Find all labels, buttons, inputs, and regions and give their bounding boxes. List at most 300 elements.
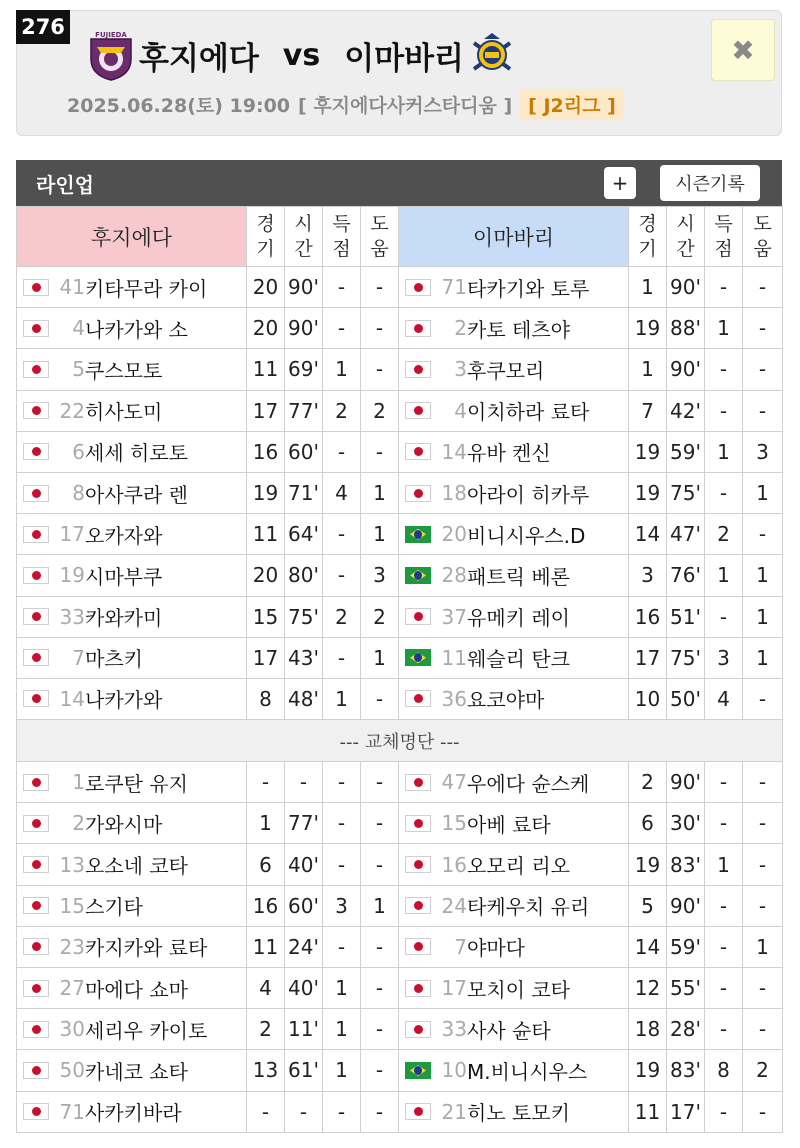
stat-goals: - — [323, 762, 361, 803]
stat-goals: - — [705, 762, 743, 803]
player-name[interactable]: 사카키바라 — [85, 1101, 182, 1126]
japan-flag-icon — [23, 690, 49, 707]
home-player-cell[interactable] — [17, 803, 247, 844]
player-name[interactable]: 오카자와 — [85, 523, 163, 548]
stat-assists: - — [361, 349, 399, 390]
away-player-cell[interactable] — [399, 926, 629, 967]
player-name[interactable]: 카토 테츠야 — [467, 317, 570, 342]
stat-goals: - — [323, 1091, 361, 1132]
stat-assists: - — [743, 678, 783, 719]
home-player-cell[interactable] — [17, 349, 247, 390]
stat-minutes: 28' — [667, 1009, 705, 1050]
home-player-cell[interactable] — [17, 1091, 247, 1132]
player-name[interactable]: 요코야마 — [467, 688, 545, 713]
player-name[interactable]: 카네코 쇼타 — [85, 1059, 188, 1084]
away-player-cell[interactable] — [399, 390, 629, 431]
player-name[interactable]: 스기타 — [85, 895, 143, 920]
league-badge: [ J2리그 ] — [520, 89, 624, 120]
player-name[interactable]: 패트릭 베론 — [467, 564, 570, 589]
stat-minutes: 90' — [667, 885, 705, 926]
away-player-cell[interactable] — [399, 844, 629, 885]
player-name[interactable]: 사사 슌타 — [467, 1018, 551, 1043]
stat-header-minutes: 시 간 — [667, 207, 705, 267]
player-number: 33 — [441, 1017, 467, 1042]
stat-games: - — [247, 762, 285, 803]
stat-assists: - — [743, 308, 783, 349]
player-number: 7 — [72, 645, 85, 670]
stat-assists: - — [743, 349, 783, 390]
player-name[interactable]: 마에다 쇼마 — [85, 977, 188, 1002]
stat-goals: 8 — [705, 1050, 743, 1091]
player-row — [17, 637, 783, 678]
home-player-cell[interactable] — [17, 472, 247, 513]
player-name[interactable]: 나카가와 — [85, 688, 163, 713]
player-name[interactable]: 아사쿠라 렌 — [85, 482, 188, 507]
stat-games: 1 — [629, 267, 667, 308]
stat-games: 4 — [247, 968, 285, 1009]
away-player-cell[interactable] — [399, 968, 629, 1009]
stat-goals: 4 — [323, 472, 361, 513]
vs-label: vs — [282, 37, 321, 73]
player-name[interactable]: 카지카와 료타 — [85, 936, 208, 961]
player-name[interactable]: 세리우 카이토 — [85, 1018, 208, 1043]
player-name[interactable]: 오모리 리오 — [467, 854, 570, 879]
stat-minutes: 43' — [285, 637, 323, 678]
stat-assists: - — [361, 678, 399, 719]
brazil-flag-icon — [405, 1062, 431, 1079]
stat-minutes: 77' — [285, 803, 323, 844]
player-number: 47 — [441, 770, 467, 795]
stat-games: 18 — [629, 1009, 667, 1050]
stat-goals: 3 — [705, 637, 743, 678]
stat-assists: 2 — [361, 390, 399, 431]
stat-minutes: 90' — [667, 762, 705, 803]
stat-assists: - — [743, 390, 783, 431]
away-team-header: 이마바리 — [399, 207, 629, 267]
fujieda-logo-lettering: FUJIEDA — [95, 31, 127, 39]
stat-minutes: 75' — [285, 596, 323, 637]
away-player-cell[interactable] — [399, 431, 629, 472]
player-name[interactable]: 로쿠탄 유지 — [85, 771, 188, 796]
stat-assists: - — [361, 1050, 399, 1091]
player-name[interactable]: 세세 히로토 — [85, 441, 188, 466]
home-player-cell[interactable] — [17, 267, 247, 308]
away-player-cell[interactable] — [399, 1091, 629, 1132]
substitutes-label: --- 교체명단 --- — [17, 720, 783, 762]
home-player-cell[interactable] — [17, 926, 247, 967]
stat-minutes: - — [285, 762, 323, 803]
stat-assists: 1 — [361, 637, 399, 678]
stat-assists: - — [743, 885, 783, 926]
stat-assists: - — [743, 1091, 783, 1132]
japan-flag-icon — [23, 980, 49, 997]
away-player-cell[interactable] — [399, 596, 629, 637]
player-name[interactable]: 유바 켄신 — [467, 441, 551, 466]
stat-goals: 1 — [323, 678, 361, 719]
home-player-cell[interactable] — [17, 596, 247, 637]
home-player-cell[interactable] — [17, 514, 247, 555]
stat-games: 19 — [629, 844, 667, 885]
home-player-cell[interactable] — [17, 637, 247, 678]
player-number: 24 — [441, 893, 467, 918]
stat-assists: - — [361, 844, 399, 885]
stat-minutes: 24' — [285, 926, 323, 967]
stat-minutes: 30' — [667, 803, 705, 844]
player-name[interactable]: 이치하라 료타 — [467, 400, 590, 425]
match-number-badge: 276 — [16, 10, 70, 44]
stat-games: 19 — [629, 431, 667, 472]
player-number: 8 — [72, 481, 85, 506]
stat-goals: - — [705, 1091, 743, 1132]
player-name[interactable]: 히사도미 — [85, 400, 163, 425]
player-name[interactable]: 우에다 슌스케 — [467, 771, 590, 796]
player-number: 20 — [441, 522, 467, 547]
stat-assists: - — [361, 1091, 399, 1132]
stat-assists: - — [743, 762, 783, 803]
stat-goals: - — [705, 885, 743, 926]
stat-minutes: 75' — [667, 472, 705, 513]
stat-assists: 1 — [743, 472, 783, 513]
away-player-cell[interactable] — [399, 308, 629, 349]
stat-assists: 1 — [361, 514, 399, 555]
stat-games: 11 — [629, 1091, 667, 1132]
stat-goals: - — [323, 514, 361, 555]
stat-assists: 1 — [361, 885, 399, 926]
japan-flag-icon — [23, 1021, 49, 1038]
stat-assists: 3 — [743, 431, 783, 472]
stat-games: 17 — [247, 637, 285, 678]
player-name[interactable]: 쿠스모토 — [85, 358, 163, 383]
stat-games: 11 — [247, 349, 285, 390]
stat-goals: 1 — [323, 968, 361, 1009]
stat-games: 2 — [629, 762, 667, 803]
away-player-cell[interactable] — [399, 678, 629, 719]
player-number: 37 — [441, 604, 467, 629]
player-row — [17, 308, 783, 349]
stat-goals: 2 — [323, 390, 361, 431]
player-number: 11 — [441, 645, 467, 670]
japan-flag-icon — [23, 320, 49, 337]
home-player-cell[interactable] — [17, 308, 247, 349]
player-name[interactable]: 후쿠모리 — [467, 358, 545, 383]
player-row — [17, 431, 783, 472]
player-name[interactable]: 아라이 히카루 — [467, 482, 590, 507]
japan-flag-icon — [405, 361, 431, 378]
stat-minutes: 80' — [285, 555, 323, 596]
away-player-cell[interactable] — [399, 472, 629, 513]
stat-goals: 4 — [705, 678, 743, 719]
japan-flag-icon — [23, 1103, 49, 1120]
stat-goals: - — [705, 803, 743, 844]
stat-header-assists: 도 움 — [743, 207, 783, 267]
japan-flag-icon — [23, 443, 49, 460]
player-row — [17, 596, 783, 637]
lineup-title: 라인업 — [36, 172, 94, 197]
japan-flag-icon — [23, 856, 49, 873]
player-number: 6 — [72, 439, 85, 464]
stat-minutes: 83' — [667, 844, 705, 885]
stat-assists: - — [743, 267, 783, 308]
japan-flag-icon — [405, 690, 431, 707]
stat-goals: 1 — [323, 1009, 361, 1050]
away-player-cell[interactable] — [399, 555, 629, 596]
player-name[interactable]: 키타무라 카이 — [85, 276, 208, 301]
stat-goals: - — [323, 926, 361, 967]
player-row — [17, 1050, 783, 1091]
stat-minutes: 90' — [285, 267, 323, 308]
stat-goals: 1 — [705, 308, 743, 349]
stat-assists: - — [743, 1009, 783, 1050]
player-number: 17 — [59, 522, 85, 547]
stat-games: 7 — [629, 390, 667, 431]
player-number: 16 — [441, 852, 467, 877]
home-player-cell[interactable] — [17, 431, 247, 472]
stat-assists: 2 — [743, 1050, 783, 1091]
stat-minutes: 50' — [667, 678, 705, 719]
stat-minutes: 40' — [285, 968, 323, 1009]
stat-goals: 1 — [323, 1050, 361, 1091]
player-name[interactable]: 카와카미 — [85, 606, 163, 631]
stat-minutes: 90' — [667, 349, 705, 390]
player-name[interactable]: 나카가와 소 — [85, 317, 188, 342]
lineup-section-bar — [16, 160, 782, 206]
match-header-card — [16, 10, 782, 136]
player-name[interactable]: 가와시마 — [85, 812, 163, 837]
player-name[interactable]: 히노 토모키 — [467, 1101, 570, 1126]
stat-games: 11 — [247, 514, 285, 555]
stat-minutes: 51' — [667, 596, 705, 637]
player-row — [17, 1009, 783, 1050]
player-name[interactable]: 야마다 — [467, 936, 525, 961]
player-name[interactable]: 마츠키 — [85, 647, 143, 672]
japan-flag-icon — [405, 856, 431, 873]
player-number: 50 — [59, 1058, 85, 1083]
player-row — [17, 472, 783, 513]
match-title — [87, 25, 516, 85]
stat-games: 10 — [629, 678, 667, 719]
player-row — [17, 1091, 783, 1132]
player-row — [17, 885, 783, 926]
player-name[interactable]: 비니시우스.D — [467, 523, 586, 548]
home-team-header: 후지에다 — [17, 207, 247, 267]
stat-minutes: 77' — [285, 390, 323, 431]
japan-flag-icon — [23, 526, 49, 543]
stat-games: 19 — [629, 472, 667, 513]
away-player-cell[interactable] — [399, 514, 629, 555]
stat-assists: - — [361, 308, 399, 349]
expand-button[interactable]: + — [604, 167, 636, 199]
away-player-cell[interactable] — [399, 267, 629, 308]
stat-assists: - — [743, 844, 783, 885]
stat-assists: 3 — [361, 555, 399, 596]
stat-games: 2 — [247, 1009, 285, 1050]
player-row — [17, 390, 783, 431]
stat-assists: - — [361, 968, 399, 1009]
home-player-cell[interactable] — [17, 844, 247, 885]
away-player-cell[interactable] — [399, 637, 629, 678]
player-number: 27 — [59, 976, 85, 1001]
japan-flag-icon — [405, 897, 431, 914]
player-number: 4 — [72, 316, 85, 341]
season-record-button[interactable]: 시즌기록 — [660, 165, 760, 201]
japan-flag-icon — [405, 980, 431, 997]
player-number: 28 — [441, 563, 467, 588]
stat-minutes: 60' — [285, 431, 323, 472]
stat-assists: 1 — [743, 637, 783, 678]
player-number: 71 — [59, 1099, 85, 1124]
stat-minutes: 83' — [667, 1050, 705, 1091]
stat-games: 20 — [247, 267, 285, 308]
stat-games: 6 — [247, 844, 285, 885]
stat-goals: 3 — [323, 885, 361, 926]
player-number: 15 — [441, 811, 467, 836]
away-player-cell[interactable] — [399, 349, 629, 390]
stat-goals: 1 — [323, 349, 361, 390]
close-button[interactable] — [711, 19, 775, 81]
stat-assists: - — [361, 762, 399, 803]
stat-minutes: 17' — [667, 1091, 705, 1132]
player-number: 14 — [441, 439, 467, 464]
away-player-cell[interactable] — [399, 762, 629, 803]
brazil-flag-icon — [405, 526, 431, 543]
japan-flag-icon — [23, 608, 49, 625]
player-number: 23 — [59, 934, 85, 959]
player-name[interactable]: 모치이 코타 — [467, 977, 570, 1002]
stat-minutes: 64' — [285, 514, 323, 555]
stat-games: 20 — [247, 308, 285, 349]
stat-assists: - — [361, 803, 399, 844]
japan-flag-icon — [23, 402, 49, 419]
substitutes-body — [17, 762, 783, 1133]
home-player-cell[interactable] — [17, 678, 247, 719]
japan-flag-icon — [23, 649, 49, 666]
player-row — [17, 844, 783, 885]
japan-flag-icon — [23, 897, 49, 914]
player-name[interactable]: 타카기와 토루 — [467, 276, 590, 301]
player-row — [17, 762, 783, 803]
stat-games: 6 — [629, 803, 667, 844]
japan-flag-icon — [23, 815, 49, 832]
stat-assists: - — [743, 803, 783, 844]
stat-games: 19 — [247, 472, 285, 513]
japan-flag-icon — [405, 774, 431, 791]
substitutes-divider-row — [17, 720, 783, 762]
japan-flag-icon — [405, 402, 431, 419]
stat-games: 16 — [247, 885, 285, 926]
stat-minutes: 47' — [667, 514, 705, 555]
stat-games: 13 — [247, 1050, 285, 1091]
player-number: 10 — [441, 1058, 467, 1083]
stat-games: 5 — [629, 885, 667, 926]
japan-flag-icon — [405, 485, 431, 502]
stat-minutes: 88' — [667, 308, 705, 349]
stat-minutes: 42' — [667, 390, 705, 431]
japan-flag-icon — [405, 608, 431, 625]
stat-minutes: 90' — [285, 308, 323, 349]
home-team-name: 후지에다 — [139, 40, 259, 77]
stat-assists: - — [361, 267, 399, 308]
home-player-cell[interactable] — [17, 885, 247, 926]
stat-assists: - — [361, 1009, 399, 1050]
stat-minutes: 11' — [285, 1009, 323, 1050]
stat-minutes: 40' — [285, 844, 323, 885]
player-number: 71 — [441, 275, 467, 300]
player-row — [17, 968, 783, 1009]
home-player-cell[interactable] — [17, 762, 247, 803]
stat-goals: - — [323, 555, 361, 596]
away-player-cell[interactable] — [399, 1009, 629, 1050]
fujieda-club-logo-icon — [87, 29, 135, 81]
stat-goals: 1 — [705, 431, 743, 472]
stat-minutes: 76' — [667, 555, 705, 596]
japan-flag-icon — [405, 443, 431, 460]
stat-assists: - — [361, 926, 399, 967]
player-number: 19 — [59, 563, 85, 588]
home-player-cell[interactable] — [17, 390, 247, 431]
away-player-cell[interactable] — [399, 803, 629, 844]
away-player-cell[interactable] — [399, 1050, 629, 1091]
stat-header-games: 경 기 — [629, 207, 667, 267]
player-number: 22 — [59, 398, 85, 423]
home-player-cell[interactable] — [17, 1050, 247, 1091]
match-datetime: 2025.06.28(토) 19:00 — [67, 95, 291, 117]
stat-games: 17 — [629, 637, 667, 678]
home-player-cell[interactable] — [17, 1009, 247, 1050]
player-row — [17, 267, 783, 308]
player-name[interactable]: 타케우치 유리 — [467, 895, 590, 920]
player-name[interactable]: 오소네 코타 — [85, 854, 188, 879]
player-number: 2 — [454, 316, 467, 341]
away-player-cell[interactable] — [399, 885, 629, 926]
player-row — [17, 349, 783, 390]
player-name[interactable]: 아베 료타 — [467, 812, 551, 837]
player-number: 5 — [72, 357, 85, 382]
player-number: 21 — [441, 1099, 467, 1124]
stat-goals: - — [705, 1009, 743, 1050]
player-number: 7 — [454, 934, 467, 959]
player-number: 14 — [59, 686, 85, 711]
stat-goals: - — [705, 390, 743, 431]
player-name[interactable]: 유메키 레이 — [467, 606, 570, 631]
player-name[interactable]: M.비니시우스 — [467, 1059, 588, 1084]
match-venue: [ 후지에다사커스타디움 ] — [298, 95, 513, 117]
starters-body — [17, 267, 783, 720]
japan-flag-icon — [405, 279, 431, 296]
stat-assists: - — [743, 514, 783, 555]
player-number: 33 — [59, 604, 85, 629]
stat-assists: 1 — [743, 596, 783, 637]
stat-minutes: - — [285, 1091, 323, 1132]
player-name[interactable]: 웨슬리 탄크 — [467, 647, 570, 672]
stat-minutes: 59' — [667, 926, 705, 967]
stat-games: 17 — [247, 390, 285, 431]
stat-goals: - — [705, 926, 743, 967]
stat-assists: 1 — [743, 926, 783, 967]
player-number: 4 — [454, 398, 467, 423]
stat-goals: - — [323, 803, 361, 844]
stat-goals: - — [323, 637, 361, 678]
japan-flag-icon — [23, 567, 49, 584]
stat-games: 16 — [629, 596, 667, 637]
home-player-cell[interactable] — [17, 555, 247, 596]
player-name[interactable]: 시마부쿠 — [85, 564, 163, 589]
stat-assists: 1 — [743, 555, 783, 596]
stat-goals: - — [705, 968, 743, 1009]
stat-games: 19 — [629, 1050, 667, 1091]
home-player-cell[interactable] — [17, 968, 247, 1009]
stat-header-assists: 도 움 — [361, 207, 399, 267]
stat-header-goals: 득 점 — [323, 207, 361, 267]
